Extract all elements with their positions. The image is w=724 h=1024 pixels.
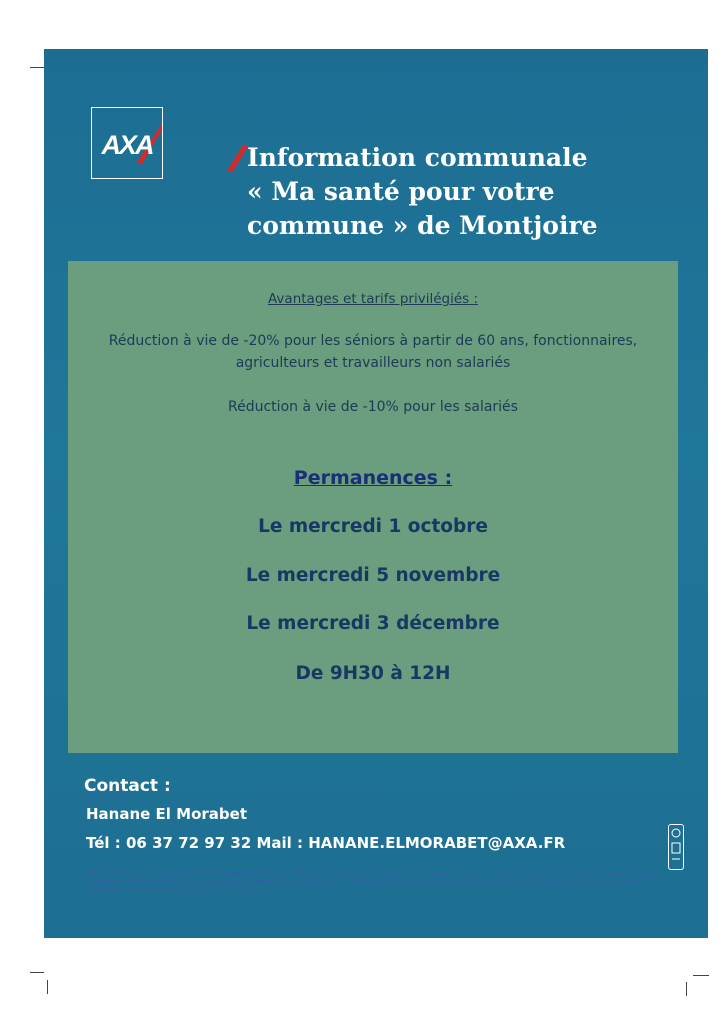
advantage-line-2: agriculteurs et travailleurs non salariés <box>235 355 511 371</box>
info-panel <box>68 261 678 753</box>
page-title <box>247 141 687 243</box>
title-line-1: Information communale <box>247 143 588 172</box>
permanence-date-1: Le mercredi 1 octobre <box>258 516 488 537</box>
legal-fineprint: AXA France Vie S.A. au capital de 487 725 073,50 € · 310 499 959 R.C.S. Nanterre · AXA Assurances Vie Mutuelle · Société d'assurance mutuelle sur la vie et de capitalisation à cotisations fixes · AXA France IARD S.A. au capital de 214 799 030 € · 722 057 460 R.C.S. Nanterre · AXA Assurances IARD Mutuelle · Société d'assurance mutuelle à cotisations fixes contre l'incendie, les accidents et risques divers · Sièges sociaux : 313, Terrasses de l'Arche 92727 Nanterre Cedex · Entreprises régies par le Code des Assurances <box>86 872 654 894</box>
title-line-3: commune » de Montjoire <box>247 211 598 240</box>
crop-mark <box>686 982 687 996</box>
advantages-heading: Avantages et tarifs privilégiés : <box>267 291 479 307</box>
axa-logo <box>91 107 163 179</box>
permanence-date-2: Le mercredi 5 novembre <box>245 565 501 586</box>
poster <box>44 49 708 938</box>
crop-mark <box>47 980 48 994</box>
advantage-line-1: Réduction à vie de -20% pour les séniors à partir de 60 ans, fonctionnaires, <box>108 333 638 349</box>
permanence-hours: De 9H30 à 12H <box>295 663 451 684</box>
red-slash-icon <box>227 141 249 171</box>
crop-mark <box>30 67 44 68</box>
crop-mark <box>693 975 709 976</box>
axa-logo-text: AXA <box>101 130 153 160</box>
advantage-line-3: Réduction à vie de -10% pour les salariés <box>228 399 518 415</box>
crop-mark <box>30 972 44 973</box>
contact-name: Hanane El Morabet <box>86 805 247 823</box>
permanence-date-3: Le mercredi 3 décembre <box>246 613 500 634</box>
title-line-2: « Ma santé pour votre <box>247 177 555 206</box>
certification-badge-icon <box>668 824 684 870</box>
permanences-heading: Permanences : <box>293 467 453 489</box>
contact-phone-mail: Tél : 06 37 72 97 32 Mail : HANANE.ELMORABET@AXA.FR <box>86 834 566 852</box>
contact-label: Contact : <box>84 776 171 796</box>
